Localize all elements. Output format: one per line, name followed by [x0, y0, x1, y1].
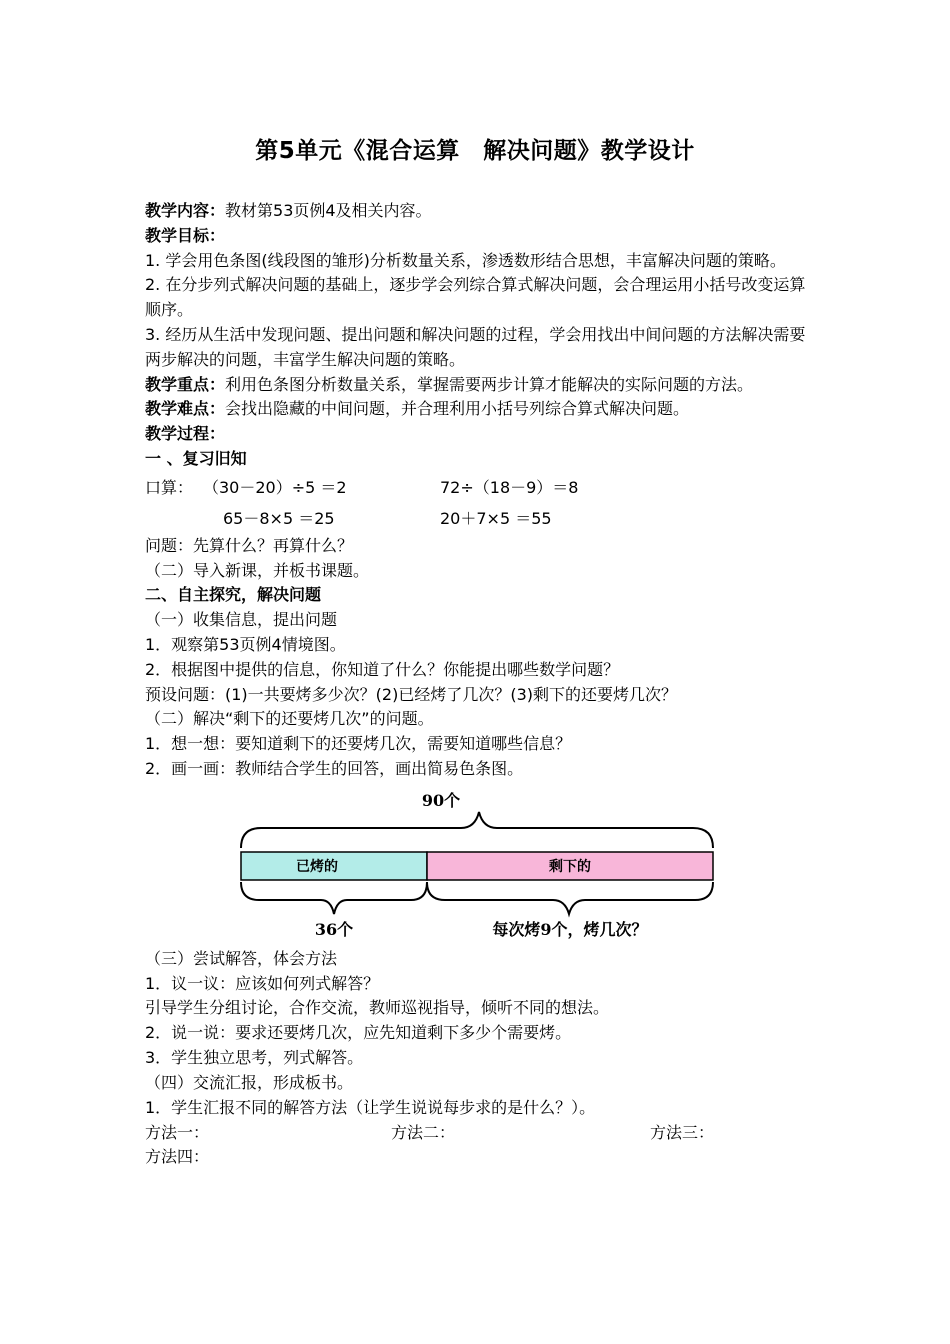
teaching-content-text: 教材第53页例4及相关内容。	[225, 201, 432, 220]
difficulty-label: 教学难点：	[145, 399, 226, 419]
done-brace	[241, 882, 427, 914]
document-body	[145, 199, 815, 1170]
text-line: （二）导入新课，并板书课题。	[145, 560, 370, 580]
difficulty	[145, 397, 815, 422]
key-point-label: 教学重点：	[145, 374, 226, 394]
text-line: （二）解决“剩下的还要烤几次”的问题。	[145, 709, 434, 729]
text-line: 2．根据图中提供的信息，你知道了什么？你能提出哪些数学问题？	[145, 659, 620, 679]
methods-row	[145, 1120, 815, 1145]
objective-item: 1. 学会用色条图(线段图的雏形)分析数量关系，渗透数形结合思想，丰富解决问题的策略。	[145, 250, 786, 270]
rest-bar-label: 剩下的	[549, 858, 591, 875]
difficulty-text: 会找出隐藏的中间问题，并合理利用小括号列综合算式解决问题。	[225, 399, 690, 419]
done-bar-label: 已烤的	[296, 858, 338, 875]
text-line: （三）尝试解答，体会方法	[145, 948, 338, 968]
done-amount-label: 36个	[314, 919, 354, 939]
method-label: 方法二：	[391, 1123, 456, 1143]
objective-item: 3. 经历从生活中发现问题、提出问题和解决问题的过程，学会用找出中间问题的方法解决需要两步解决的问题，丰富学生解决问题的策略。	[145, 324, 806, 369]
objectives-label: 教学目标：	[145, 225, 226, 245]
calc-row	[145, 503, 815, 534]
section-heading: 二、自主探究，解决问题	[145, 585, 322, 605]
teaching-content	[145, 199, 815, 224]
text-line: 1．观察第53页例4情境图。	[145, 634, 346, 654]
text-line: 1．学生汇报不同的解答方法（让学生说说每步求的是什么？）。	[145, 1097, 596, 1117]
top-brace	[241, 812, 713, 848]
question-label: 每次烤9个，烤几次？	[492, 919, 648, 939]
diagram-svg	[145, 782, 815, 947]
process-label: 教学过程：	[145, 424, 226, 444]
method-label: 方法三：	[650, 1123, 715, 1143]
text-line: 1．议一议：应该如何列式解答？	[145, 973, 380, 993]
calc-expression: 72÷（18－9）＝8	[440, 477, 579, 497]
text-line: 问题：先算什么？再算什么？	[145, 535, 354, 555]
method-label: 方法四：	[145, 1147, 210, 1167]
method-label: 方法一：	[145, 1123, 210, 1143]
text-line: 2．说一说：要求还要烤几次，应先知道剩下多少个需要烤。	[145, 1023, 572, 1043]
section-heading: 一 、复习旧知	[145, 448, 247, 468]
calc-label: 口算：	[145, 477, 194, 497]
text-line: 1．想一想：要知道剩下的还要烤几次，需要知道哪些信息？	[145, 734, 572, 754]
text-line: 2．画一画：教师结合学生的回答，画出简易色条图。	[145, 758, 524, 778]
calc-row	[145, 472, 815, 503]
teaching-content-label: 教学内容：	[145, 201, 226, 220]
text-line: （一）收集信息，提出问题	[145, 610, 338, 630]
rest-brace	[427, 882, 713, 914]
calc-expression: 20＋7×5 ＝55	[440, 508, 552, 528]
calc-expression: 65－8×5 ＝25	[223, 508, 335, 528]
text-line: 引导学生分组讨论，合作交流，教师巡视指导，倾听不同的想法。	[145, 998, 610, 1018]
text-line: （四）交流汇报，形成板书。	[145, 1072, 354, 1092]
page-title: 第5单元《混合运算 解决问题》教学设计	[255, 138, 695, 164]
key-point-text: 利用色条图分析数量关系，掌握需要两步计算才能解决的实际问题的方法。	[225, 374, 754, 394]
color-bar-diagram	[145, 782, 815, 947]
text-line: 3．学生独立思考，列式解答。	[145, 1047, 364, 1067]
text-line: 预设问题：(1)一共要烤多少次？(2)已经烤了几次？(3)剩下的还要烤几次？	[145, 684, 677, 704]
objective-item: 2. 在分步列式解决问题的基础上，逐步学会列综合算式解决问题，会合理运用小括号改变运算顺序。	[145, 275, 806, 320]
total-label: 90个	[421, 790, 461, 810]
calc-expression: （30－20）÷5 ＝2	[203, 477, 347, 497]
key-point	[145, 373, 815, 398]
